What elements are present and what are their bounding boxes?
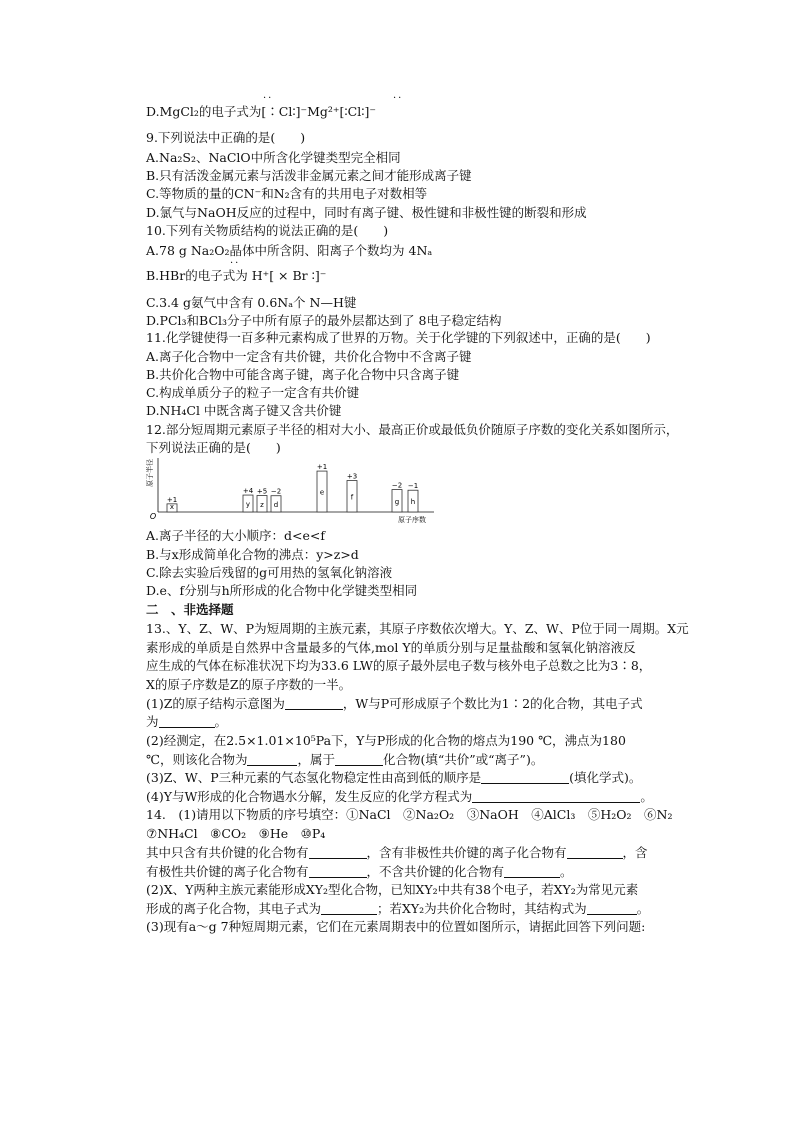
bar-label-y: y: [245, 500, 251, 509]
origin-label: O: [149, 512, 157, 521]
q13-line-2: 素形成的单质是自然界中含量最多的气体,mol Y的单质分别与足量盐酸和氢氧化钠溶液反: [146, 640, 636, 655]
y-axis-label: 原子半径: [146, 459, 154, 487]
q10-stem: 10.下列有关物质结构的说法正确的是( ): [146, 223, 389, 238]
bar-label-f: f: [350, 493, 354, 502]
bar-label-h: h: [410, 498, 416, 507]
electron-dots: ··: [263, 93, 274, 104]
q12-option-a: A.离子半径的大小顺序：d<e<f: [146, 528, 325, 543]
radius-chart: [140, 455, 440, 527]
answer-blank[interactable]: [159, 715, 215, 728]
q12-stem: 12.部分短周期元素原子半径的相对大小、最高正价或最低负价随原子序数的变化关系如图所示，: [146, 422, 679, 437]
q13-part-3: (3)Z、W、P三种元素的气态氢化物稳定性由高到低的顺序是 (填化学式)。: [146, 770, 642, 785]
answer-blank[interactable]: [587, 902, 637, 915]
answer-blank[interactable]: [321, 902, 377, 915]
answer-blank[interactable]: [309, 846, 367, 859]
q14-line-4: 有极性共价键的离子化合物有 ，不含共价键的化合物有 。: [146, 864, 573, 879]
q12-option-b: B.与x形成简单化合物的沸点：y>z>d: [146, 547, 359, 562]
q13-part-1: (1)Z的原子结构示意图为 ，W与P可形成原子个数比为1∶2的化合物，其电子式: [146, 696, 643, 711]
q14-line-2: ⑦NH₄Cl ⑧CO₂ ⑨He ⑩P₄: [146, 826, 326, 841]
q14-line-6: 形成的离子化合物，其电子式为 ；若XY₂为共价化合物时，其结构式为 。: [146, 901, 650, 916]
q11-stem: 11.化学键使得一百多种元素构成了世界的万物。关于化学键的下列叙述中，正确的是( ): [146, 330, 651, 345]
q13-line-4: X的原子序数是Z的原子序数的一半。: [146, 677, 352, 692]
q12-option-c: C.除去实验后残留的g可用热的氢氧化钠溶液: [146, 565, 393, 580]
q11-option-c: C.构成单质分子的粒子一定含有共价键: [146, 385, 360, 400]
section-title: 二 、非选择题: [146, 602, 234, 617]
bar-label-d: d: [273, 500, 279, 509]
q12-stem-cont: 下列说法正确的是( ): [146, 440, 281, 455]
answer-blank[interactable]: [285, 697, 343, 710]
x-axis-label: 原子序数: [398, 516, 426, 524]
bar-label-e: e: [319, 488, 325, 497]
q9-option-a: A.Na₂S₂、NaClO中所含化学键类型完全相同: [146, 150, 401, 165]
answer-blank[interactable]: [247, 753, 297, 766]
q10-option-a: A.78 g Na₂O₂晶体中所含阴、阳离子个数均为 4Nₐ: [146, 243, 433, 258]
bar-label-g: g: [394, 497, 400, 506]
q14-line-5: (2)X、Y两种主族元素能形成XY₂型化合物，已知XY₂中共有38个电子，若XY₂为常见元素: [146, 882, 639, 897]
q11-option-d: D.NH₄Cl 中既含离子键又含共价键: [146, 403, 342, 418]
q13-part-2-cont: ℃，则该化合物为 ，属于 化合物(填“共价”或“离子”)。: [146, 752, 544, 767]
q14-line-3: 其中只含有共价键的化合物有 ，含有非极性共价键的离子化合物有 ，含: [146, 845, 648, 860]
valence-label-e: +1: [316, 463, 328, 472]
answer-blank[interactable]: [504, 865, 560, 878]
q10-option-c: C.3.4 g氨气中含有 0.6Nₐ个 N—H键: [146, 295, 357, 310]
electron-dots: ··: [230, 258, 241, 269]
q13-part-2: (2)经测定，在2.5×1.01×10⁵Pa下，Y与P形成的化合物的熔点为190 ℃，沸点为180: [146, 733, 626, 748]
valence-label-h: −1: [407, 482, 419, 491]
q11-option-a: A.离子化合物中一定含有共价键，共价化合物中不含离子键: [146, 349, 472, 364]
q9-option-c: C.等物质的量的CN⁻和N₂含有的共用电子对数相等: [146, 186, 428, 201]
q12-option-d: D.e、f分别与h所形成的化合物中化学键类型相同: [146, 583, 418, 598]
q13-line-1: 13.、Y、Z、W、P为短周期的主族元素，其原子序数依次增大。Y、Z、W、P位于同一周期。X元: [146, 621, 689, 636]
answer-blank[interactable]: [309, 865, 367, 878]
answer-blank[interactable]: [481, 771, 569, 784]
q13-line-3: 应生成的气体在标准状况下均为33.6 LW的原子最外层电子数与核外电子总数之比为3∶8，: [146, 658, 652, 673]
valence-label-d: −2: [270, 487, 282, 496]
answer-blank[interactable]: [472, 790, 640, 803]
q13-part-4: (4)Y与W形成的化合物遇水分解，发生反应的化学方程式为 。: [146, 789, 653, 804]
q13-part-1-cont: 为 。: [146, 714, 228, 729]
answer-blank[interactable]: [335, 753, 383, 766]
bar-label-z: z: [260, 500, 264, 509]
q9-stem: 9.下列说法中正确的是( ): [146, 130, 306, 145]
valence-label-y: +4: [242, 487, 254, 496]
q10-option-b: B.HBr的电子式为 H⁺[ × Br ∶]⁻: [146, 268, 327, 283]
q8-option-d: D.MgCl₂的电子式为[∶Cl∶]⁻Mg²⁺[∶Cl∶]⁻: [146, 104, 376, 119]
valence-label-z: +5: [256, 487, 268, 496]
electron-dots: ··: [393, 93, 404, 104]
valence-label-g: −2: [391, 481, 403, 490]
bar-label-x: x: [169, 503, 175, 511]
valence-label-f: +3: [346, 472, 358, 481]
q14-line-7: (3)现有a～g 7种短周期元素，它们在元素周期表中的位置如图所示，请据此回答下列问题:: [146, 919, 646, 934]
q9-option-b: B.只有活泼金属元素与活泼非金属元素之间才能形成离子键: [146, 168, 472, 183]
q9-option-d: D.氯气与NaOH反应的过程中，同时有离子键、极性键和非极性键的断裂和形成: [146, 205, 587, 220]
answer-blank[interactable]: [567, 846, 623, 859]
q10-option-d: D.PCl₃和BCl₃分子中所有原子的最外层都达到了 8电子稳定结构: [146, 313, 502, 328]
q11-option-b: B.共价化合物中可能含离子键，离子化合物中只含离子键: [146, 367, 460, 382]
q14-line-1: 14. (1)请用以下物质的序号填空：①NaCl ②Na₂O₂ ③NaOH ④AlCl₃ ⑤H₂O₂ ⑥N₂: [146, 807, 673, 822]
valence-label-x: +1: [166, 495, 178, 504]
